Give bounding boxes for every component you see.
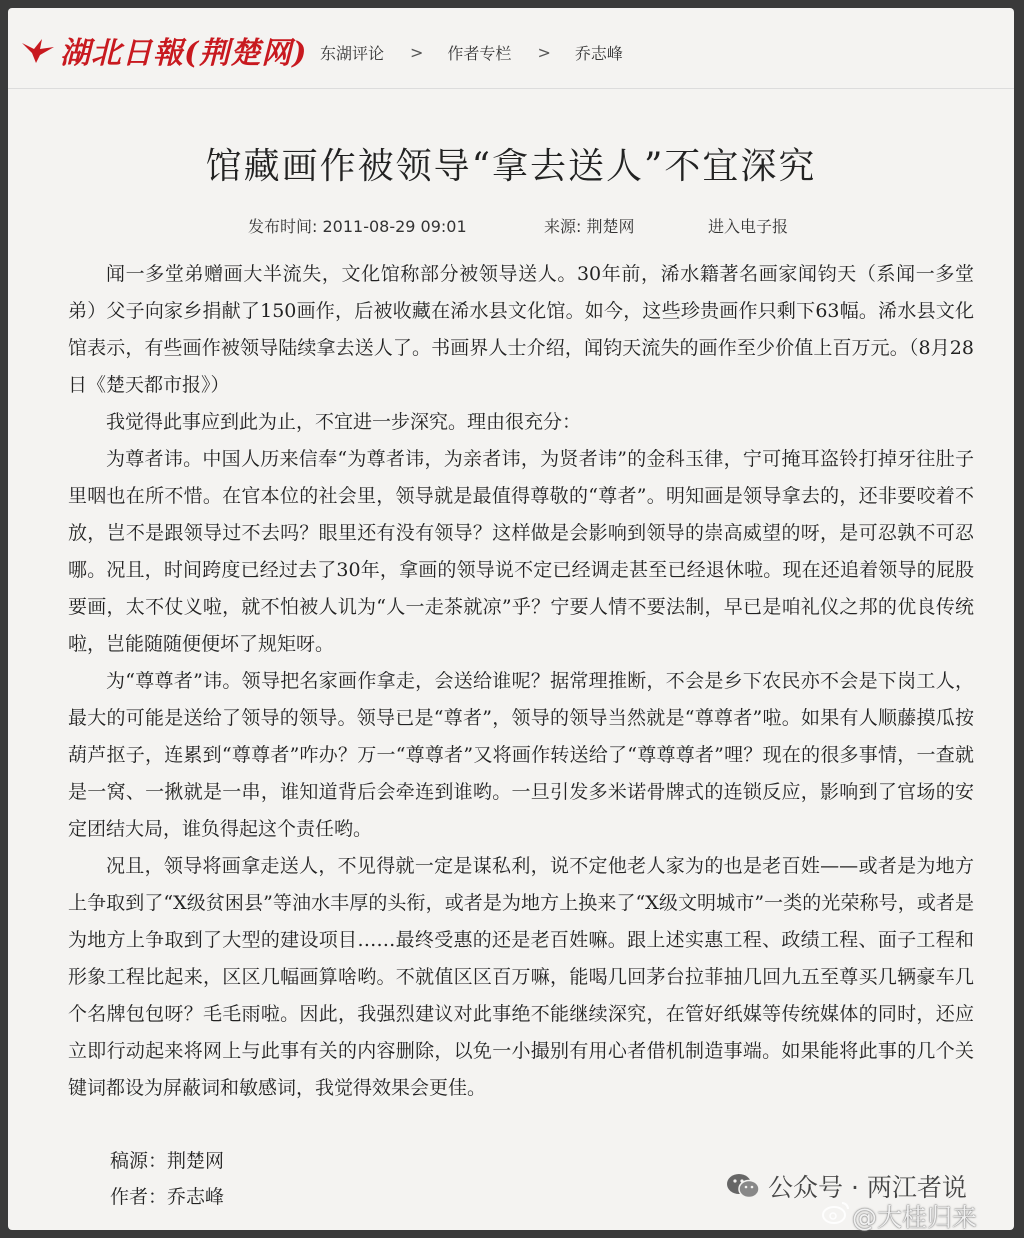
article-paragraph: 闻一多堂弟赠画大半流失，文化馆称部分被领导送人。30年前，浠水籍著名画家闻钧天（系闻一多堂弟）父子向家乡捐献了150画作，后被收藏在浠水县文化馆。如今，这些珍贵画作只剩下63幅。浠水县文化馆表示，有些画作被领导陆续拿去送人了。书画界人士介绍，闻钧天流失的画作至少价值上百万元。（8月28日《楚天都市报》） (68, 263, 974, 396)
breadcrumb (320, 41, 623, 64)
wechat-icon (726, 1172, 760, 1200)
source-line: 稿源：荆楚网 (110, 1150, 225, 1172)
article-page (8, 8, 1014, 1230)
article-meta (248, 214, 788, 237)
article-paragraph: 为尊者讳。中国人历来信奉“为尊者讳，为亲者讳，为贤者讳”的金科玉律，宁可掩耳盗铃打掉牙往肚子里咽也在所不惜。在官本位的社会里，领导就是最值得尊敬的“尊者”。明知画是领导拿去的，还非要咬着不放，岂不是跟领导过不去吗？眼里还有没有领导？这样做是会影响到领导的崇高威望的呀，是可忍孰不可忍哪。况且，时间跨度已经过去了30年，拿画的领导说不定已经调走甚至已经退休啦。现在还追着领导的屁股要画，太不仗义啦，就不怕被人讥为“人一走茶就凉”乎？宁要人情不要法制，早已是咱礼仪之邦的优良传统啦，岂能随随便便坏了规矩呀。 (68, 448, 974, 655)
article-title: 馆藏画作被领导“拿去送人”不宜深究 (205, 146, 817, 187)
breadcrumb-separator: > (537, 43, 551, 62)
breadcrumb-item-commentary[interactable]: 东湖评论 (320, 44, 385, 63)
author-line: 作者：乔志峰 (110, 1186, 225, 1208)
wechat-account-label: 公众号 · 两江者说 (768, 1173, 967, 1202)
article-source: 来源: 荆楚网 (544, 217, 635, 236)
site-logo[interactable] (20, 28, 307, 72)
article-paragraph: 况且，领导将画拿走送人，不见得就一定是谋私利，说不定他老人家为的也是老百姓——或者是为地方上争取到了“X级贫困县”等油水丰厚的头衔，或者是为地方上换来了“X级文明城市”一类的光荣称号，或者是为地方上争取到了大型的建设项目……最终受惠的还是老百姓嘛。跟上述实惠工程、政绩工程、面子工程和形象工程比起来，区区几幅画算啥哟。不就值区区百万嘛，能喝几回茅台拉菲抽几回九五至尊买几辆豪车几个名牌包包呀？毛毛雨啦。因此，我强烈建议对此事绝不能继续深究，在管好纸媒等传统媒体的同时，还应立即行动起来将网上与此事有关的内容删除，以免一小撮别有用心者借机制造事端。如果能将此事的几个关键词都设为屏蔽词和敏感词，我觉得效果会更佳。 (68, 855, 974, 1099)
breadcrumb-separator: > (410, 43, 424, 62)
publish-time: 发布时间: 2011-08-29 09:01 (248, 217, 467, 236)
bird-logo-icon (20, 35, 56, 65)
site-name: 湖北日報(荆楚网) (60, 36, 308, 71)
weibo-icon (822, 1200, 850, 1224)
site-header (8, 8, 1014, 89)
breadcrumb-item-columns[interactable]: 作者专栏 (447, 44, 512, 63)
article-paragraph: 我觉得此事应到此为止，不宜进一步深究。理由很充分： (106, 411, 582, 433)
article-paragraph: 为“尊尊者”讳。领导把名家画作拿走，会送给谁呢？据常理推断，不会是乡下农民亦不会是下岗工人，最大的可能是送给了领导的领导。领导已是“尊者”，领导的领导当然就是“尊尊者”啦。如果有人顺藤摸瓜按葫芦抠子，连累到“尊尊者”咋办？万一“尊尊者”又将画作转送给了“尊尊尊者”哩？现在的很多事情，一查就是一窝、一揪就是一串，谁知道背后会牵连到谁哟。一旦引发多米诺骨牌式的连锁反应，影响到了官场的安定团结大局，谁负得起这个责任哟。 (68, 670, 974, 840)
breadcrumb-item-author[interactable]: 乔志峰 (574, 44, 623, 63)
article-body (68, 256, 974, 1107)
epaper-link[interactable]: 进入电子报 (708, 217, 789, 236)
weibo-watermark: @大桂归来 (852, 1203, 978, 1232)
